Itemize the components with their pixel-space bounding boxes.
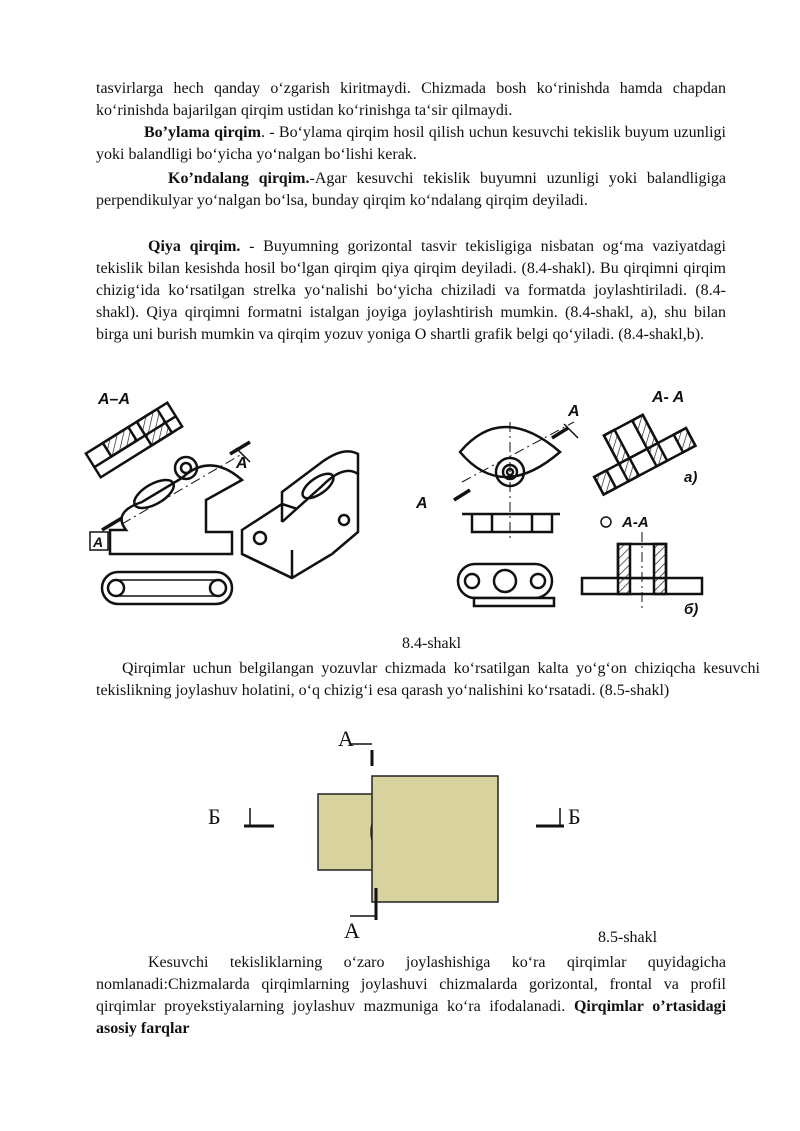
- section-b: [582, 514, 702, 618]
- paragraph-intro: [96, 78, 726, 122]
- figure-8-5-right-block: [372, 776, 498, 902]
- section-a-rotated: [579, 400, 698, 495]
- label-85-bottom: A: [344, 918, 360, 943]
- term-qiya: Qiya qirqim.: [148, 238, 241, 255]
- figure-8-5-drawing: [200, 724, 620, 944]
- label-85-top: A: [338, 726, 354, 751]
- label-85-right: Б: [568, 804, 581, 829]
- label-sub-b: б): [684, 601, 699, 618]
- label-aa-rotated: A-A: [622, 514, 649, 531]
- paragraph-intro-text: tasvirlarga hech qanday o‘zgarish kiritmaydi. Chizmada bosh ko‘rinishda hamda chapdan ko‘rinishda bajarilgan qirqim ustidan ko‘rinishga ta‘sir qilmaydi.: [96, 80, 726, 119]
- paragraph-yozuvlar-text: Qirqimlar uchun belgilangan yozuvlar chizmada ko‘rsatilgan kalta yo‘g‘on chiziqcha kesuvchi tekislikning joylashuv holatini, o‘q chizig‘i esa qarash yo‘nalishini ko‘rsatadi. (8.5-shakl): [96, 660, 760, 699]
- paragraph-kondalang: [96, 168, 726, 212]
- figure-8-4-caption: 8.4-shakl: [402, 635, 462, 652]
- term-kondalang: Ko’ndalang qirqim.: [168, 170, 310, 187]
- right-eye-view: [415, 403, 580, 542]
- label-a-box: A: [93, 534, 104, 550]
- figure-8-4-drawings: [82, 382, 722, 622]
- label-85-left: Б: [208, 804, 221, 829]
- paragraph-qiya: [96, 236, 726, 346]
- label-aa-right: A- A: [652, 389, 685, 406]
- label-sub-a: a): [684, 469, 698, 486]
- paragraph-yozuvlar: [96, 658, 760, 702]
- label-a-arrow-right: A: [236, 455, 248, 472]
- heading-asosiy-farqlar: Qirqimlar o’rtasidagi asosiy farqlar: [96, 998, 727, 1037]
- figure-8-5-caption: 8.5-shakl: [598, 929, 658, 946]
- label-a-left: A: [416, 495, 428, 512]
- paragraph-kondalang-text: -Agar kesuvchi tekislik buyumni uzunligi yoki balandligiga perpendikulyar yo‘nalgan bo‘lsa, bunday qirqim ko‘ndalang qirqim deyiladi.: [96, 170, 727, 209]
- paragraph-boylama: [96, 122, 726, 166]
- isometric-part: [242, 451, 358, 578]
- left-rotated-section: [86, 403, 182, 478]
- label-a-top: A: [568, 403, 580, 420]
- paragraph-nomlanadi: [96, 952, 726, 1040]
- term-boylama: Bo’ylama qirqim: [144, 124, 261, 141]
- label-aa-left: A–A: [98, 391, 131, 408]
- paragraph-boylama-text: . - Bo‘ylama qirqim hosil qilish uchun kesuvchi tekislik buyum uzunligi yoki balandligi bo‘yicha yo‘nalgan bo‘lishi kerak.: [96, 124, 726, 163]
- paragraph-qiya-text: - Buyumning gorizontal tasvir tekisligiga nisbatan og‘ma vaziyatdagi tekislik bilan kesishda hosil bo‘lgan qirqim qiya qirqim deyiladi. (8.4-shakl). Bu qirqimni qirqim chizig‘ida ko‘rsatilgan strelka yo‘nalishi bo‘yicha chiziladi va formatda joylashtiriladi. (8.4-shakl). Qiya qirqimni formatni istalgan joyiga joylashtirish mumkin. (8.4-shakl, a), shu bilan birga uni burish mumkin va qirqim yozuv yoniga O shartli grafik belgi qo‘yiladi. (8.4-shakl,b).: [96, 238, 727, 343]
- paragraph-nomlanadi-text: Kesuvchi tekisliklarning o‘zaro joylashishiga ko‘ra qirqimlar quyidagicha nomlanadi:Chizmalarda qirqimlarning joylashuvi chizmalarda gorizontal, frontal va profil qirqimlar proyekstiyalarning joylashuv mazmuniga ko‘ra ifodalanadi.: [96, 954, 726, 1015]
